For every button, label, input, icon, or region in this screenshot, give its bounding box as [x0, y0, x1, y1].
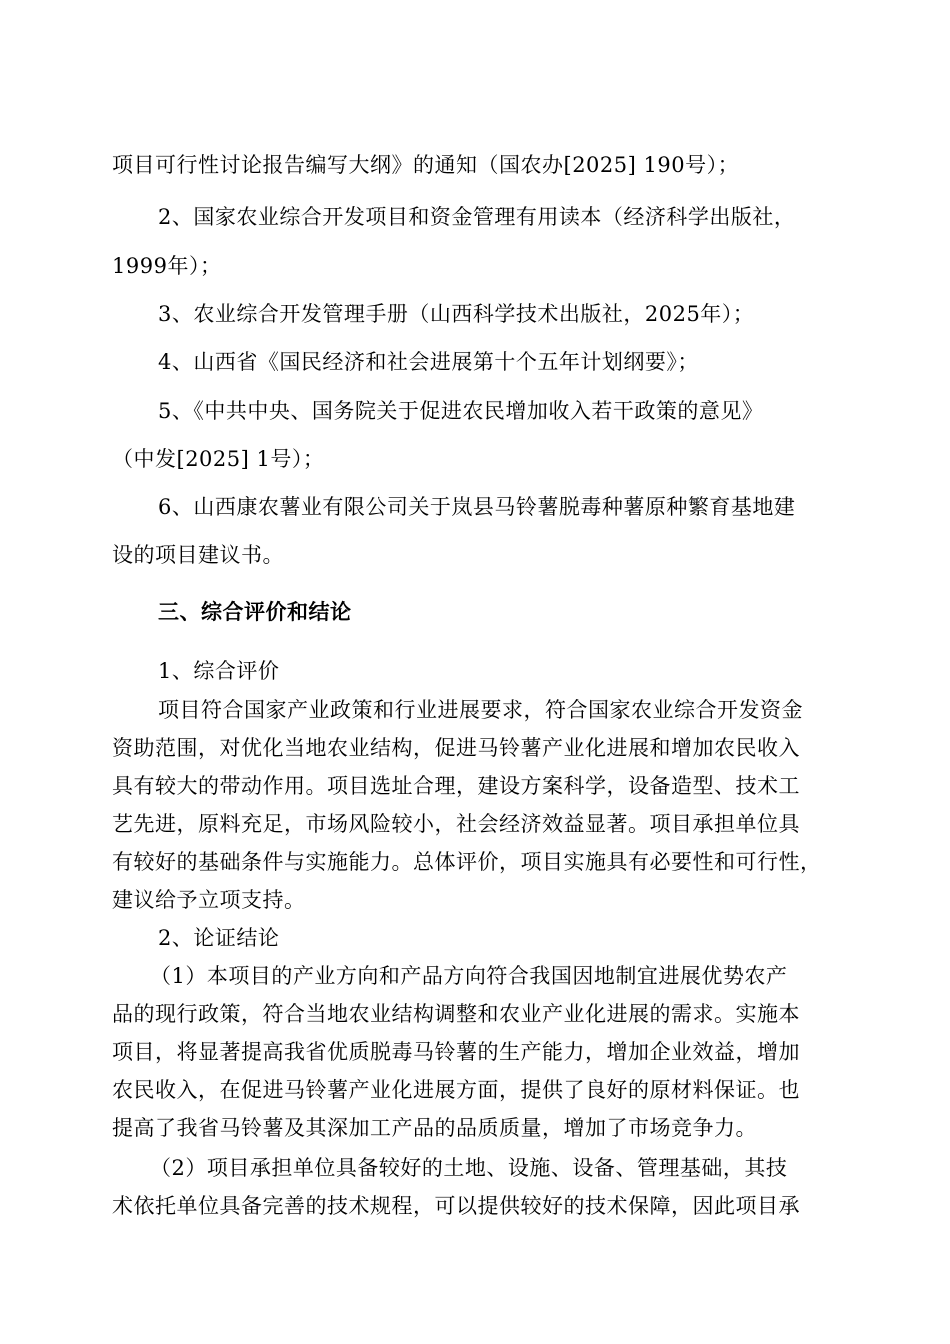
text-line: 提高了我省马铃薯及其深加工产品的品质质量，增加了市场竞争力。 [112, 1116, 757, 1140]
text-line: 1999年）； [112, 254, 222, 278]
text-line: 1、综合评价 [158, 659, 280, 683]
text-line: 6、山西康农薯业有限公司关于岚县马铃薯脱毒种薯原种繁育基地建 [158, 495, 796, 519]
text-line: 3、农业综合开发管理手册（山西科学技术出版社，2025年）； [158, 302, 755, 326]
section-heading: 三、综合评价和结论 [158, 599, 352, 624]
text-line: 5、《中共中央、国务院关于促进农民增加收入若干政策的意见》 [158, 399, 764, 423]
text-line: （2）项目承担单位具备较好的土地、设施、设备、管理基础，其技 [150, 1156, 788, 1180]
text-line: 术依托单位具备完善的技术规程，可以提供较好的技术保障，因此项目承 [112, 1194, 800, 1218]
text-line: 有较好的基础条件与实施能力。总体评价，项目实施具有必要性和可行性， [112, 850, 822, 874]
text-line: 设的项目建议书。 [112, 543, 284, 567]
text-line: 项目可行性讨论报告编写大纲》的通知（国农办[2025] 190号）； [112, 153, 740, 177]
text-line: （中发[2025] 1号）； [112, 447, 325, 471]
text-line: 2、国家农业综合开发项目和资金管理有用读本（经济科学出版社， [158, 205, 796, 229]
text-line: 农民收入，在促进马铃薯产业化进展方面，提供了良好的原材料保证。也 [112, 1078, 800, 1102]
text-line: 2、论证结论 [158, 926, 280, 950]
text-line: 具有较大的带动作用。项目选址合理，建设方案科学，设备造型、技术工 [112, 774, 800, 798]
text-line: 艺先进，原料充足，市场风险较小，社会经济效益显著。项目承担单位具 [112, 812, 800, 836]
text-line: 项目，将显著提高我省优质脱毒马铃薯的生产能力，增加企业效益，增加 [112, 1040, 800, 1064]
text-line: 资助范围，对优化当地农业结构，促进马铃薯产业化进展和增加农民收入 [112, 736, 800, 760]
text-line: （1）本项目的产业方向和产品方向符合我国因地制宜进展优势农产 [150, 964, 788, 988]
text-line: 项目符合国家产业政策和行业进展要求，符合国家农业综合开发资金 [158, 698, 803, 722]
text-line: 建议给予立项支持。 [112, 888, 306, 912]
text-line: 4、山西省《国民经济和社会进展第十个五年计划纲要》； [158, 350, 699, 374]
text-line: 品的现行政策，符合当地农业结构调整和农业产业化进展的需求。实施本 [112, 1002, 800, 1026]
